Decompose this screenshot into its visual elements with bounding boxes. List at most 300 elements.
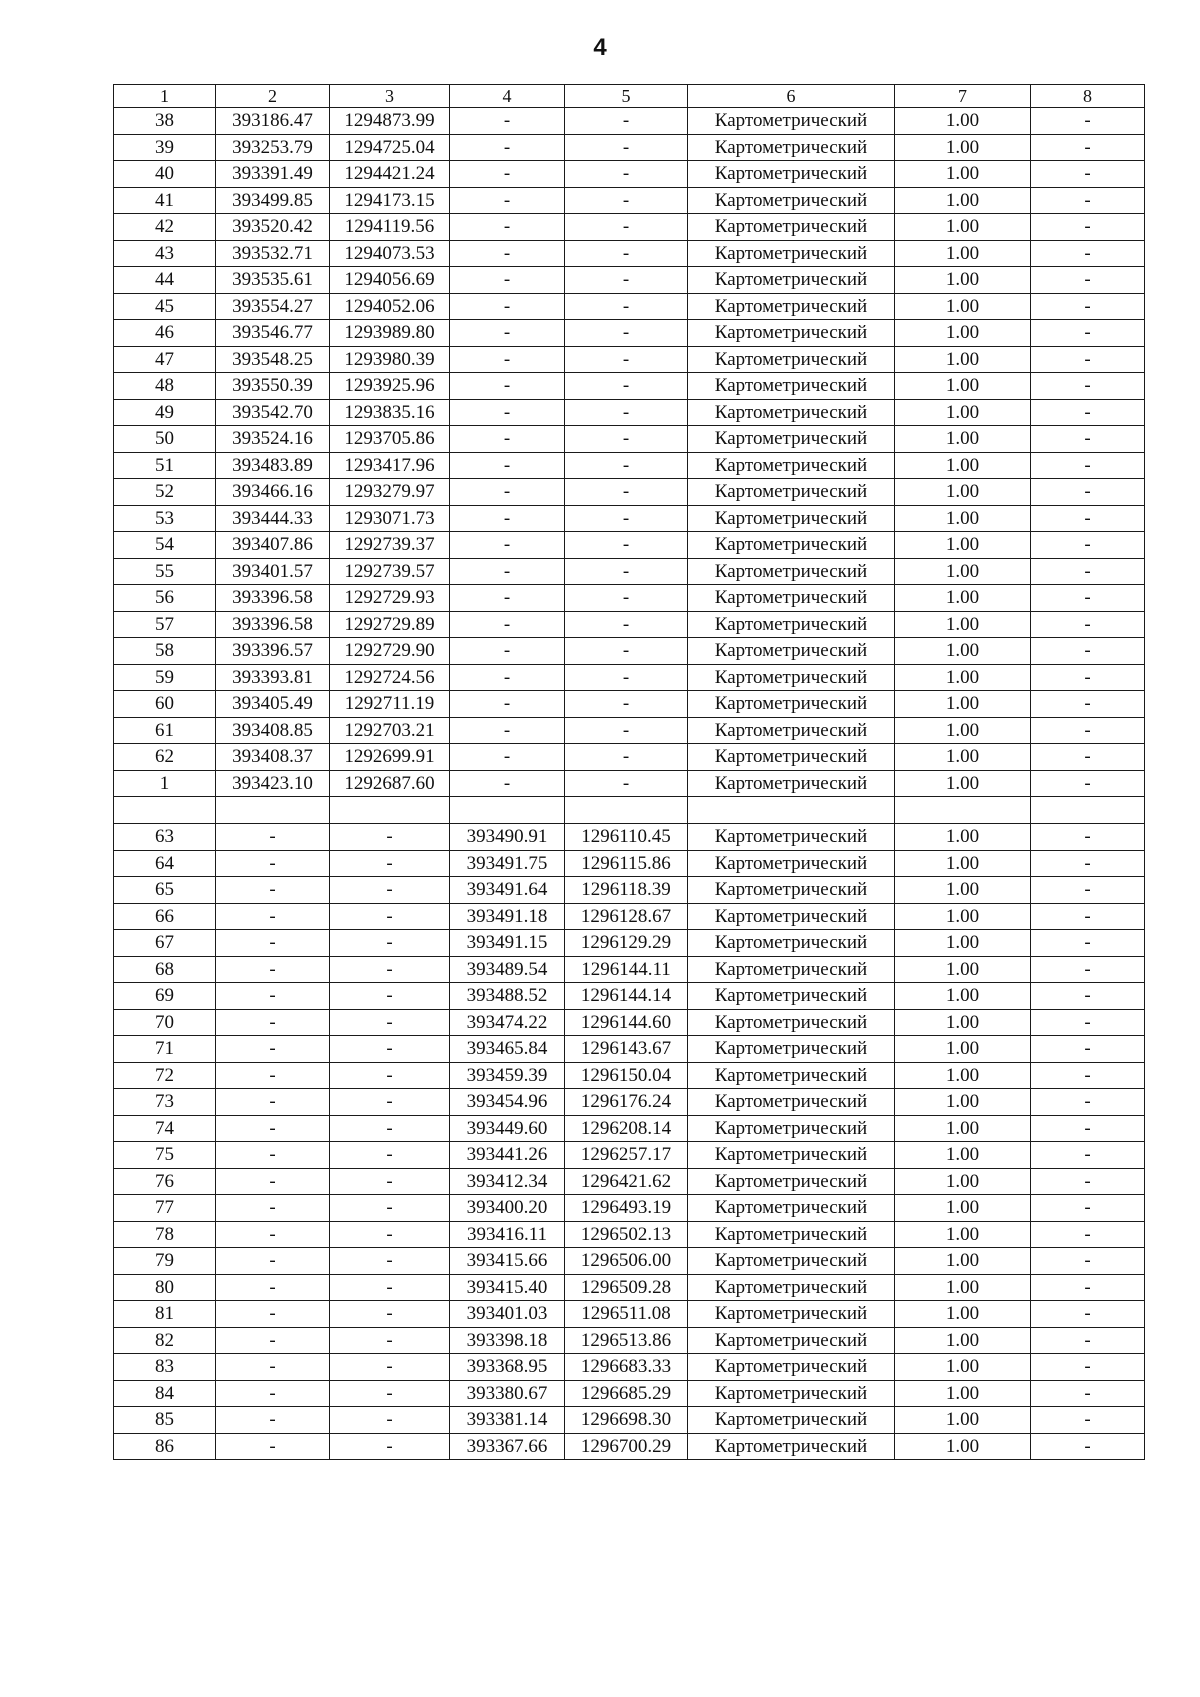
table-row (114, 108, 1145, 135)
table-cell: - (1031, 1062, 1145, 1089)
table-cell: 70 (114, 1009, 216, 1036)
table-row (114, 1301, 1145, 1328)
table-row (114, 1248, 1145, 1275)
table-cell: 1.00 (895, 770, 1031, 797)
table-cell: 1.00 (895, 1009, 1031, 1036)
table-cell: - (330, 1248, 450, 1275)
table-cell: 1292724.56 (330, 664, 450, 691)
table-cell: - (450, 770, 565, 797)
table-cell: - (216, 1089, 330, 1116)
table-cell: - (565, 611, 688, 638)
table-cell: 1296257.17 (565, 1142, 688, 1169)
table-cell: - (450, 717, 565, 744)
table-cell: - (330, 1115, 450, 1142)
table-cell: - (216, 1274, 330, 1301)
table-cell: 393401.03 (450, 1301, 565, 1328)
table-row (114, 479, 1145, 506)
table-cell: 80 (114, 1274, 216, 1301)
table-cell (450, 797, 565, 824)
table-cell: 393535.61 (216, 267, 330, 294)
table-cell: Картометрический (688, 134, 895, 161)
table-cell: 1.00 (895, 1327, 1031, 1354)
table-cell: 1.00 (895, 240, 1031, 267)
table-cell: - (565, 320, 688, 347)
table-cell: 1292699.91 (330, 744, 450, 771)
table-cell: 393380.67 (450, 1380, 565, 1407)
table-cell: - (450, 585, 565, 612)
table-cell: 1292687.60 (330, 770, 450, 797)
table-cell: Картометрический (688, 505, 895, 532)
table-cell: - (330, 1354, 450, 1381)
table-cell: - (450, 187, 565, 214)
table-cell: 1296143.67 (565, 1036, 688, 1063)
table-cell: Картометрический (688, 532, 895, 559)
table-cell: Картометрический (688, 1142, 895, 1169)
table-row (114, 744, 1145, 771)
table-cell: - (565, 346, 688, 373)
table-cell: Картометрический (688, 930, 895, 957)
table-cell: 1296150.04 (565, 1062, 688, 1089)
column-header: 6 (688, 85, 895, 108)
table-cell: 54 (114, 532, 216, 559)
table-row (114, 532, 1145, 559)
table-cell: - (450, 108, 565, 135)
table-cell: 1292739.57 (330, 558, 450, 585)
table-cell: Картометрический (688, 611, 895, 638)
table-row (114, 505, 1145, 532)
table-cell: Картометрический (688, 956, 895, 983)
table-cell: 1293071.73 (330, 505, 450, 532)
table-cell: 86 (114, 1433, 216, 1460)
table-cell: - (1031, 1221, 1145, 1248)
table-row (114, 1327, 1145, 1354)
table-cell: - (450, 320, 565, 347)
table-cell: 56 (114, 585, 216, 612)
table-row (114, 1036, 1145, 1063)
table-cell: Картометрический (688, 1327, 895, 1354)
table-cell: - (1031, 373, 1145, 400)
column-header: 2 (216, 85, 330, 108)
table-cell: - (565, 691, 688, 718)
table-cell: 59 (114, 664, 216, 691)
table-row (114, 1274, 1145, 1301)
table-cell: 393491.15 (450, 930, 565, 957)
table-cell: - (565, 744, 688, 771)
table-cell: - (216, 877, 330, 904)
table-cell: 393524.16 (216, 426, 330, 453)
table-cell: 1.00 (895, 187, 1031, 214)
table-cell: 72 (114, 1062, 216, 1089)
table-cell: - (1031, 267, 1145, 294)
table-cell: Картометрический (688, 267, 895, 294)
table-row (114, 1380, 1145, 1407)
table-cell: 1293989.80 (330, 320, 450, 347)
table-row (114, 373, 1145, 400)
table-cell: 393444.33 (216, 505, 330, 532)
table-cell: - (565, 426, 688, 453)
table-cell: - (330, 1433, 450, 1460)
table-cell: 45 (114, 293, 216, 320)
table-cell: 41 (114, 187, 216, 214)
table-cell: 76 (114, 1168, 216, 1195)
table-cell: - (216, 1327, 330, 1354)
table-cell: 74 (114, 1115, 216, 1142)
table-cell: - (330, 1274, 450, 1301)
table-row (114, 426, 1145, 453)
table-cell: 75 (114, 1142, 216, 1169)
table-row (114, 611, 1145, 638)
table-cell: Картометрический (688, 293, 895, 320)
table-cell: 393367.66 (450, 1433, 565, 1460)
table-cell: - (565, 558, 688, 585)
table-cell: Картометрический (688, 426, 895, 453)
table-cell: 44 (114, 267, 216, 294)
table-cell: 1296509.28 (565, 1274, 688, 1301)
table-cell: Картометрический (688, 320, 895, 347)
table-cell: 60 (114, 691, 216, 718)
table-cell: - (565, 373, 688, 400)
table-cell: - (1031, 346, 1145, 373)
table-cell: - (1031, 585, 1145, 612)
table-cell: - (330, 1407, 450, 1434)
table-cell: 1.00 (895, 1301, 1031, 1328)
table-cell: 1294873.99 (330, 108, 450, 135)
table-cell: Картометрический (688, 585, 895, 612)
table-cell: 77 (114, 1195, 216, 1222)
table-cell: - (565, 770, 688, 797)
table-cell: 1.00 (895, 691, 1031, 718)
table-cell: 393532.71 (216, 240, 330, 267)
coordinates-table-container (113, 84, 1145, 1460)
table-cell: 1292703.21 (330, 717, 450, 744)
coordinates-table (113, 84, 1145, 1460)
table-cell: 1296493.19 (565, 1195, 688, 1222)
table-cell: 1.00 (895, 1089, 1031, 1116)
table-cell: - (330, 1195, 450, 1222)
table-row (114, 983, 1145, 1010)
table-cell: 1.00 (895, 373, 1031, 400)
table-cell: Картометрический (688, 479, 895, 506)
table-cell: - (1031, 1301, 1145, 1328)
column-header: 7 (895, 85, 1031, 108)
table-cell: Картометрический (688, 850, 895, 877)
table-cell: 79 (114, 1248, 216, 1275)
table-cell: 42 (114, 214, 216, 241)
table-cell: 53 (114, 505, 216, 532)
table-cell: - (216, 1009, 330, 1036)
table-cell: 393396.57 (216, 638, 330, 665)
table-cell: - (450, 479, 565, 506)
table-cell: - (565, 452, 688, 479)
table-cell: - (330, 903, 450, 930)
table-row (114, 161, 1145, 188)
table-cell: - (330, 1142, 450, 1169)
table-cell: 1.00 (895, 161, 1031, 188)
table-cell: - (1031, 956, 1145, 983)
table-cell: - (216, 1248, 330, 1275)
table-cell: - (1031, 903, 1145, 930)
table-cell: Картометрический (688, 1274, 895, 1301)
table-cell: - (1031, 1380, 1145, 1407)
table-cell: - (450, 532, 565, 559)
table-cell: 1.00 (895, 532, 1031, 559)
table-cell: 393423.10 (216, 770, 330, 797)
table-cell: - (450, 373, 565, 400)
table-cell: 81 (114, 1301, 216, 1328)
table-cell: 1296506.00 (565, 1248, 688, 1275)
table-cell: - (1031, 108, 1145, 135)
table-cell: - (565, 240, 688, 267)
table-cell: 69 (114, 983, 216, 1010)
table-cell: - (1031, 161, 1145, 188)
table-cell: 64 (114, 850, 216, 877)
table-cell: 1292711.19 (330, 691, 450, 718)
table-cell: - (1031, 1168, 1145, 1195)
table-row (114, 452, 1145, 479)
table-cell: - (450, 240, 565, 267)
table-cell: - (1031, 293, 1145, 320)
table-row (114, 346, 1145, 373)
table-cell: Картометрический (688, 1062, 895, 1089)
table-cell: 1294052.06 (330, 293, 450, 320)
table-cell: 85 (114, 1407, 216, 1434)
table-cell: 1.00 (895, 1407, 1031, 1434)
table-cell: 393391.49 (216, 161, 330, 188)
table-cell: 1 (114, 770, 216, 797)
table-cell: 393491.75 (450, 850, 565, 877)
table-cell: 393550.39 (216, 373, 330, 400)
table-row (114, 1354, 1145, 1381)
table-cell: 393405.49 (216, 691, 330, 718)
table-cell: 1.00 (895, 108, 1031, 135)
table-cell: 1296700.29 (565, 1433, 688, 1460)
table-cell: 393368.95 (450, 1354, 565, 1381)
table-cell: 1.00 (895, 930, 1031, 957)
table-cell: 393401.57 (216, 558, 330, 585)
table-cell: - (216, 1354, 330, 1381)
table-row (114, 558, 1145, 585)
table-cell: Картометрический (688, 240, 895, 267)
table-cell: - (330, 850, 450, 877)
table-cell: 1296698.30 (565, 1407, 688, 1434)
table-cell: - (565, 399, 688, 426)
column-header: 5 (565, 85, 688, 108)
table-cell: - (565, 161, 688, 188)
table-cell: - (330, 1089, 450, 1116)
table-cell: 1292729.90 (330, 638, 450, 665)
table-cell: - (565, 532, 688, 559)
table-cell: - (330, 1221, 450, 1248)
table-row (114, 1221, 1145, 1248)
table-cell: - (330, 930, 450, 957)
table-cell: - (565, 638, 688, 665)
table-row (114, 717, 1145, 744)
table-cell: 57 (114, 611, 216, 638)
table-cell: - (216, 1142, 330, 1169)
table-cell: - (216, 1036, 330, 1063)
table-cell: - (450, 664, 565, 691)
table-row (114, 850, 1145, 877)
table-row (114, 903, 1145, 930)
table-cell: 1294119.56 (330, 214, 450, 241)
table-cell: 393546.77 (216, 320, 330, 347)
table-cell: - (450, 161, 565, 188)
table-cell: 65 (114, 877, 216, 904)
table-cell: 1292739.37 (330, 532, 450, 559)
table-cell: 1296685.29 (565, 1380, 688, 1407)
table-cell: - (1031, 1327, 1145, 1354)
table-cell: - (450, 293, 565, 320)
table-cell: 71 (114, 1036, 216, 1063)
table-cell: 393459.39 (450, 1062, 565, 1089)
table-row (114, 1168, 1145, 1195)
table-row (114, 638, 1145, 665)
table-cell: 1.00 (895, 877, 1031, 904)
table-cell: - (450, 505, 565, 532)
table-cell: Картометрический (688, 1115, 895, 1142)
table-cell: 1292729.93 (330, 585, 450, 612)
table-cell: 51 (114, 452, 216, 479)
table-cell: 393381.14 (450, 1407, 565, 1434)
table-header-row (114, 85, 1145, 108)
table-cell: - (450, 214, 565, 241)
table-cell: 49 (114, 399, 216, 426)
table-cell: 1.00 (895, 399, 1031, 426)
table-cell: 1.00 (895, 320, 1031, 347)
table-cell: - (1031, 664, 1145, 691)
table-cell: - (330, 1036, 450, 1063)
table-cell: 1294421.24 (330, 161, 450, 188)
table-cell: 393408.85 (216, 717, 330, 744)
table-cell: 1296144.11 (565, 956, 688, 983)
table-cell: 1.00 (895, 638, 1031, 665)
table-cell: Картометрический (688, 770, 895, 797)
table-cell: 393396.58 (216, 611, 330, 638)
table-cell: - (1031, 983, 1145, 1010)
table-cell: Картометрический (688, 558, 895, 585)
table-row (114, 1433, 1145, 1460)
table-cell: - (1031, 1248, 1145, 1275)
table-cell: - (216, 1115, 330, 1142)
table-cell: 1294073.53 (330, 240, 450, 267)
table-row (114, 1062, 1145, 1089)
table-cell: 1.00 (895, 452, 1031, 479)
table-cell: 84 (114, 1380, 216, 1407)
column-header: 3 (330, 85, 450, 108)
table-cell: Картометрический (688, 638, 895, 665)
table-cell: 1.00 (895, 426, 1031, 453)
table-cell: 393483.89 (216, 452, 330, 479)
table-cell: Картометрический (688, 187, 895, 214)
table-cell: Картометрический (688, 903, 895, 930)
table-cell: - (216, 1195, 330, 1222)
table-cell: - (330, 1327, 450, 1354)
table-cell: 66 (114, 903, 216, 930)
table-cell: 1.00 (895, 267, 1031, 294)
table-row (114, 214, 1145, 241)
table-cell: - (216, 930, 330, 957)
table-cell: - (450, 744, 565, 771)
table-cell: 393407.86 (216, 532, 330, 559)
table-cell: Картометрический (688, 346, 895, 373)
table-cell: - (565, 664, 688, 691)
table-cell: - (216, 1380, 330, 1407)
table-cell: 1296513.86 (565, 1327, 688, 1354)
table-cell: 393491.18 (450, 903, 565, 930)
table-cell: - (1031, 744, 1145, 771)
table-cell: - (1031, 505, 1145, 532)
table-cell: 1.00 (895, 1354, 1031, 1381)
table-cell (216, 797, 330, 824)
table-cell: - (565, 108, 688, 135)
table-cell: 393415.40 (450, 1274, 565, 1301)
table-row (114, 877, 1145, 904)
table-cell: 393441.26 (450, 1142, 565, 1169)
table-cell: 1296118.39 (565, 877, 688, 904)
table-cell: - (1031, 717, 1145, 744)
table-cell: - (1031, 638, 1145, 665)
table-cell: - (1031, 479, 1145, 506)
table-cell: - (216, 1062, 330, 1089)
table-cell: 1.00 (895, 717, 1031, 744)
table-cell: 1.00 (895, 346, 1031, 373)
table-cell: - (1031, 532, 1145, 559)
table-row (114, 134, 1145, 161)
table-cell: Картометрический (688, 399, 895, 426)
table-cell: - (1031, 426, 1145, 453)
table-cell: 46 (114, 320, 216, 347)
table-cell: Картометрический (688, 717, 895, 744)
table-cell: - (1031, 1354, 1145, 1381)
table-row (114, 1195, 1145, 1222)
table-row (114, 691, 1145, 718)
table-cell: Картометрический (688, 1168, 895, 1195)
table-cell: - (1031, 320, 1145, 347)
table-cell: - (1031, 770, 1145, 797)
table-cell: 393253.79 (216, 134, 330, 161)
table-cell: Картометрический (688, 108, 895, 135)
table-cell: 68 (114, 956, 216, 983)
table-cell: - (330, 1301, 450, 1328)
table-cell: Картометрический (688, 1221, 895, 1248)
column-header: 8 (1031, 85, 1145, 108)
table-cell: 1.00 (895, 1248, 1031, 1275)
table-cell: - (1031, 1433, 1145, 1460)
table-cell: 393454.96 (450, 1089, 565, 1116)
table-cell: Картометрический (688, 1301, 895, 1328)
table-cell: 393398.18 (450, 1327, 565, 1354)
table-cell: - (1031, 558, 1145, 585)
table-cell: 63 (114, 824, 216, 851)
table-cell: - (216, 1433, 330, 1460)
table-cell: 1.00 (895, 1195, 1031, 1222)
table-cell: 58 (114, 638, 216, 665)
table-cell: - (216, 1168, 330, 1195)
table-cell: 1296683.33 (565, 1354, 688, 1381)
table-cell: - (450, 558, 565, 585)
table-row (114, 930, 1145, 957)
table-cell: - (330, 1168, 450, 1195)
table-cell: - (1031, 1089, 1145, 1116)
table-cell: 393465.84 (450, 1036, 565, 1063)
table-cell: 1296144.60 (565, 1009, 688, 1036)
table-cell: 1.00 (895, 1062, 1031, 1089)
table-cell: - (450, 426, 565, 453)
table-cell: 1.00 (895, 744, 1031, 771)
table-cell: 83 (114, 1354, 216, 1381)
table-cell: 1.00 (895, 1115, 1031, 1142)
table-row (114, 956, 1145, 983)
